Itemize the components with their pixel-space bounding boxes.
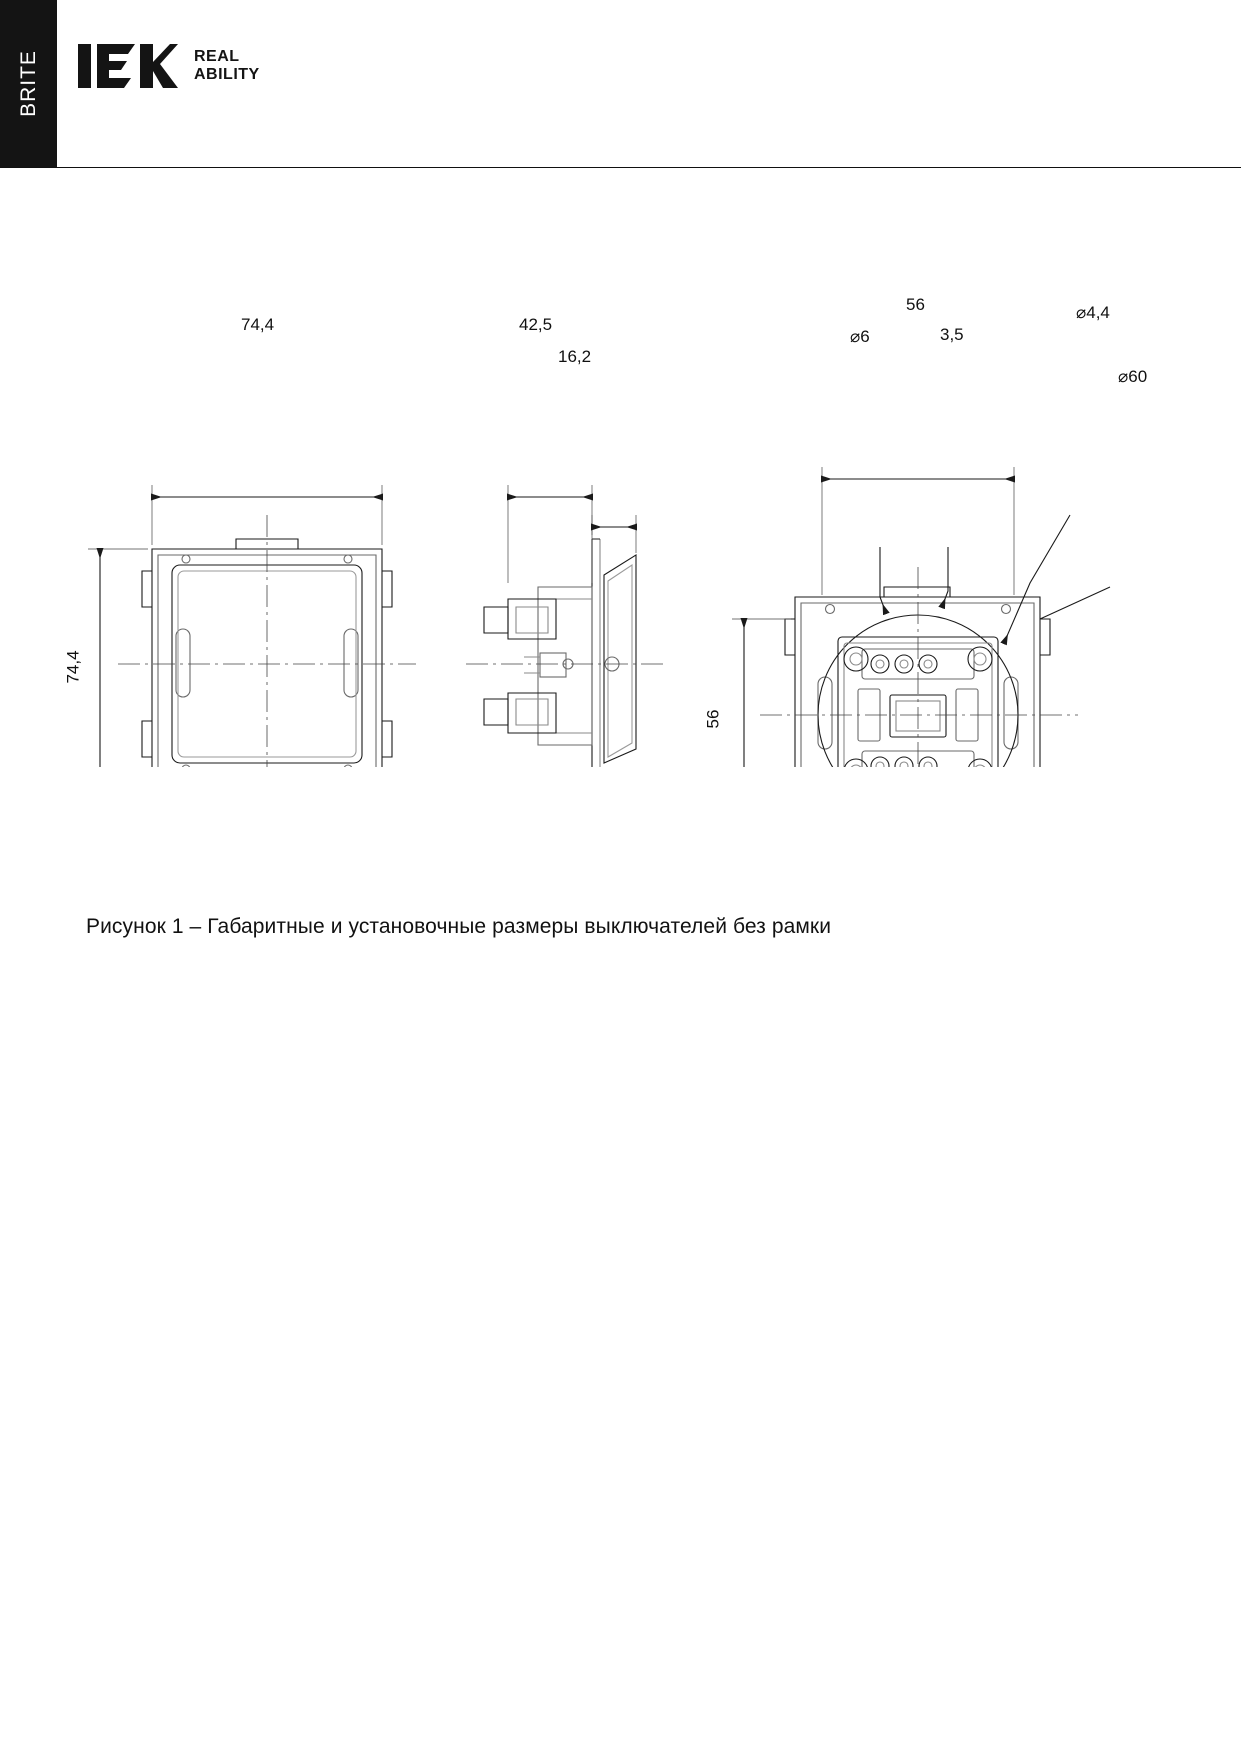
side-inner-depth-label: 16,2 [558,347,592,366]
rear-height-label: 56 [703,709,723,729]
rear-view-group [732,467,1110,767]
rear-gap-label: 3,5 [940,325,964,344]
series-tab [0,0,57,167]
brand-tagline [194,48,260,84]
rear-hole-d6-label: ⌀6 [850,327,870,346]
side-view-group [466,485,668,767]
front-view-group [88,485,416,767]
brand-tagline-line1: REAL [194,48,240,66]
side-depth-label: 42,5 [519,315,553,334]
rear-hole-d44-label: ⌀4,4 [1076,303,1110,322]
front-height-label: 74,4 [63,650,83,684]
rear-width-label: 56 [906,295,925,314]
rear-circle-d60-label: ⌀60 [1118,367,1148,386]
brand-tagline-line2: ABILITY [194,66,260,83]
series-tab-label: BRITE [16,50,40,117]
iek-logo-icon [78,38,178,94]
drawing-svg [0,167,1241,767]
page-header [0,0,1241,168]
brand-logo [78,38,260,94]
figure-caption: Рисунок 1 – Габаритные и установочные размеры выключателей без рамки [86,915,832,938]
front-width-label: 74,4 [241,315,275,334]
technical-drawing [0,167,1241,767]
